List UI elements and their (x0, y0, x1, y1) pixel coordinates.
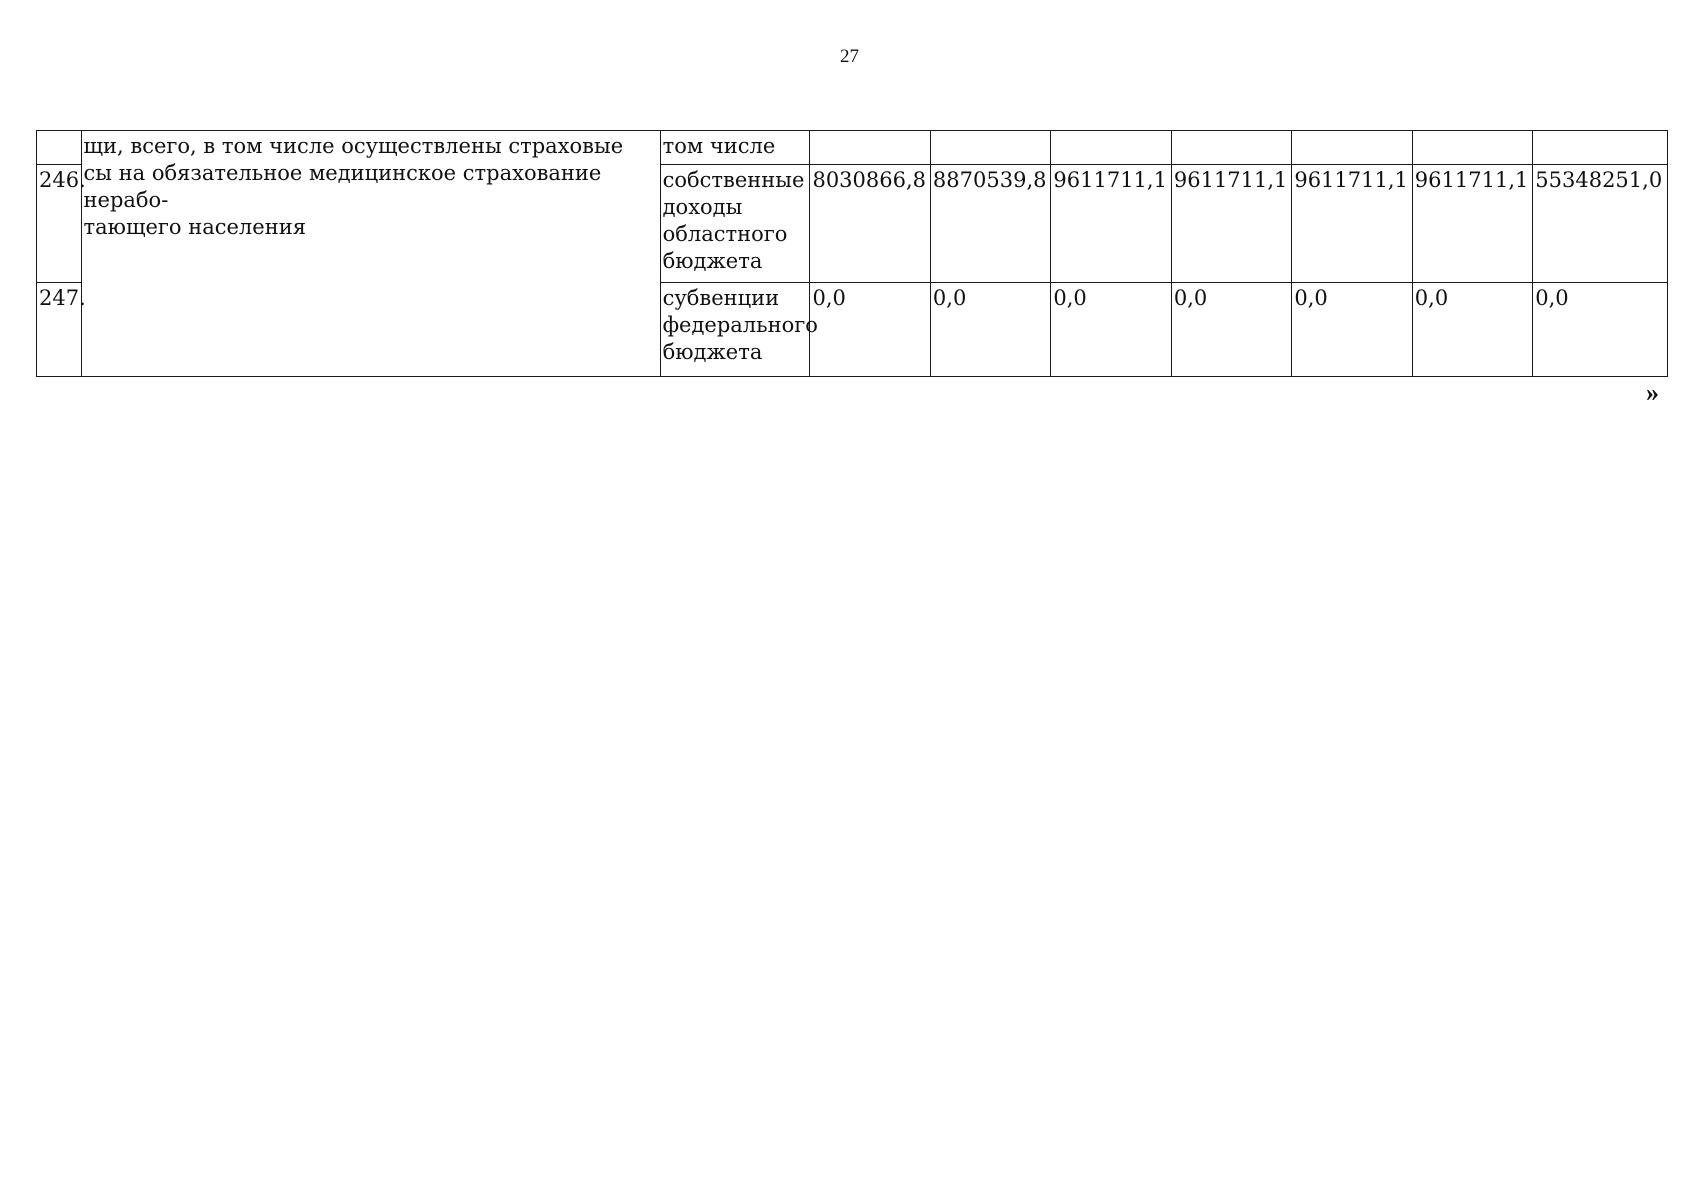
source-cell (660, 165, 810, 283)
budget-table (36, 130, 1668, 377)
table-row-continued (37, 131, 1668, 165)
row-number-cell: 246. (37, 165, 82, 283)
source-line: собственные (662, 168, 805, 192)
value-cell: 8870539,8 (930, 165, 1050, 283)
source-line: бюджета (662, 340, 763, 364)
value-cell (1171, 131, 1291, 165)
value-cell: 0,0 (810, 283, 930, 377)
value-cell (1292, 131, 1412, 165)
value-cell (1412, 131, 1532, 165)
value-cell: 0,0 (1051, 283, 1171, 377)
value-cell: 0,0 (1533, 283, 1668, 377)
value-cell (1051, 131, 1171, 165)
description-cell (81, 131, 660, 377)
value-cell: 55348251,0 (1533, 165, 1668, 283)
value-cell: 9611711,1 (1171, 165, 1291, 283)
value-cell (1533, 131, 1668, 165)
value-cell: 0,0 (1412, 283, 1532, 377)
page-number: 27 (840, 46, 859, 67)
source-line: федерального (662, 313, 818, 337)
description-line: тающего населения (83, 215, 306, 239)
value-cell (810, 131, 930, 165)
value-cell: 0,0 (1171, 283, 1291, 377)
source-line: доходы (662, 195, 743, 219)
row-number-cell (37, 131, 82, 165)
value-cell: 0,0 (1292, 283, 1412, 377)
value-cell: 8030866,8 (810, 165, 930, 283)
source-line: субвенции (662, 286, 780, 310)
value-cell: 9611711,1 (1051, 165, 1171, 283)
closing-quote-mark: » (1646, 378, 1659, 407)
value-cell: 9611711,1 (1292, 165, 1412, 283)
value-cell: 0,0 (930, 283, 1050, 377)
source-cell (660, 283, 818, 377)
value-cell: 9611711,1 (1412, 165, 1532, 283)
description-line: сы на обязательное медицинское страхование нерабо- (83, 161, 602, 212)
value-cell (930, 131, 1050, 165)
row-number-cell: 247. (37, 283, 82, 377)
description-line: щи, всего, в том числе осуществлены страховые (83, 134, 624, 158)
source-cell: том числе (660, 131, 810, 165)
source-line: бюджета (662, 249, 763, 273)
source-line: областного (662, 222, 788, 246)
